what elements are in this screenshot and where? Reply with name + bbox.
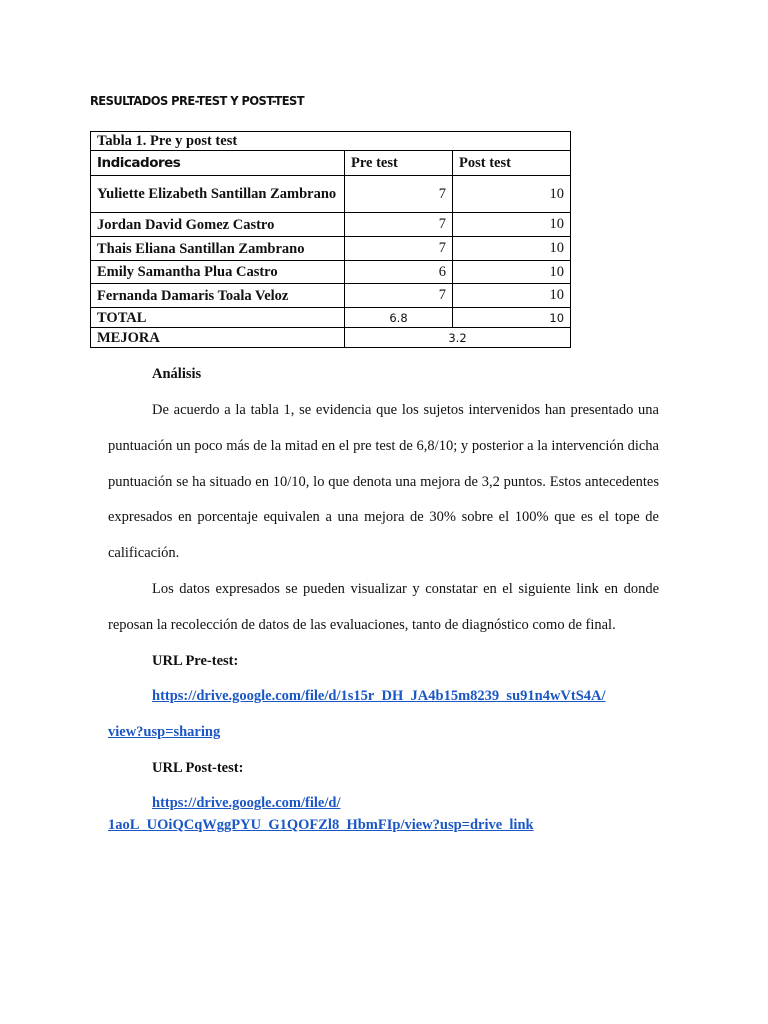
url-pre-line-2 — [108, 724, 220, 741]
student-name: Emily Samantha Plua Castro — [91, 261, 345, 284]
pre-score: 7 — [345, 176, 453, 213]
header-indicadores: Indicadores — [91, 151, 345, 176]
table-row — [91, 176, 571, 213]
analysis-title: Análisis — [152, 366, 202, 382]
url-post-label: URL Post-test: — [152, 760, 244, 776]
analysis-paragraph-1: De acuerdo a la tabla 1, se evidencia que los sujetos intervenidos han presentado una puntuación un poco más de la mitad en el pre test de 6,8/10; y posterior a la intervención dicha puntuación se ha situado en 10/10, lo que denota una mejora de 3,2 puntos. Estos antecedentes expresados en porcentaje equivalen a una mejora de 30% sobre el 100% que es el tope de calificación. — [108, 402, 659, 562]
mejora-value: 3.2 — [345, 328, 571, 348]
url-pre-label: URL Pre-test: — [152, 653, 239, 669]
student-name: Yuliette Elizabeth Santillan Zambrano — [91, 176, 345, 213]
table-header-row — [91, 151, 571, 176]
table-mejora-row — [91, 328, 571, 348]
pre-score: 7 — [345, 237, 453, 261]
total-pre: 6.8 — [345, 308, 453, 328]
total-post: 10 — [453, 308, 571, 328]
pre-score: 6 — [345, 261, 453, 284]
url-post-link[interactable]: https://drive.google.com/file/d/ — [152, 795, 341, 811]
table-row — [91, 237, 571, 261]
mejora-label: MEJORA — [91, 328, 345, 348]
url-post-line-2 — [108, 817, 534, 834]
url-pre-line-1 — [152, 688, 606, 705]
post-score: 10 — [453, 261, 571, 284]
url-pre-link[interactable]: https://drive.google.com/file/d/1s15r_DH_JA4b15m8239_su91n4wVtS4A/ — [152, 688, 606, 704]
header-post-test: Post test — [453, 151, 571, 176]
results-table — [90, 131, 571, 348]
post-score: 10 — [453, 284, 571, 308]
student-name: Jordan David Gomez Castro — [91, 213, 345, 237]
student-name: Fernanda Damaris Toala Veloz — [91, 284, 345, 308]
url-post-line-1 — [152, 795, 340, 812]
post-score: 10 — [453, 213, 571, 237]
table-caption: Tabla 1. Pre y post test — [91, 132, 571, 151]
table-row — [91, 213, 571, 237]
url-post-link-continuation[interactable]: 1aoL_UOiQCqWggPYU_G1QOFZl8_HbmFIp/view?usp=drive_link — [108, 817, 534, 833]
post-score: 10 — [453, 237, 571, 261]
table-caption-row — [91, 132, 571, 151]
pre-score: 7 — [345, 213, 453, 237]
section-heading: RESULTADOS PRE-TEST Y POST-TEST — [90, 93, 305, 108]
table-total-row — [91, 308, 571, 328]
table-row — [91, 261, 571, 284]
post-score: 10 — [453, 176, 571, 213]
total-label: TOTAL — [91, 308, 345, 328]
header-pre-test: Pre test — [345, 151, 453, 176]
url-pre-link-continuation[interactable]: view?usp=sharing — [108, 724, 221, 740]
student-name: Thais Eliana Santillan Zambrano — [91, 237, 345, 261]
analysis-paragraph-2: Los datos expresados se pueden visualizar y constatar en el siguiente link en donde reposan la recolección de datos de las evaluaciones, tanto de diagnóstico como de final. — [108, 581, 659, 633]
pre-score: 7 — [345, 284, 453, 308]
table-row — [91, 284, 571, 308]
